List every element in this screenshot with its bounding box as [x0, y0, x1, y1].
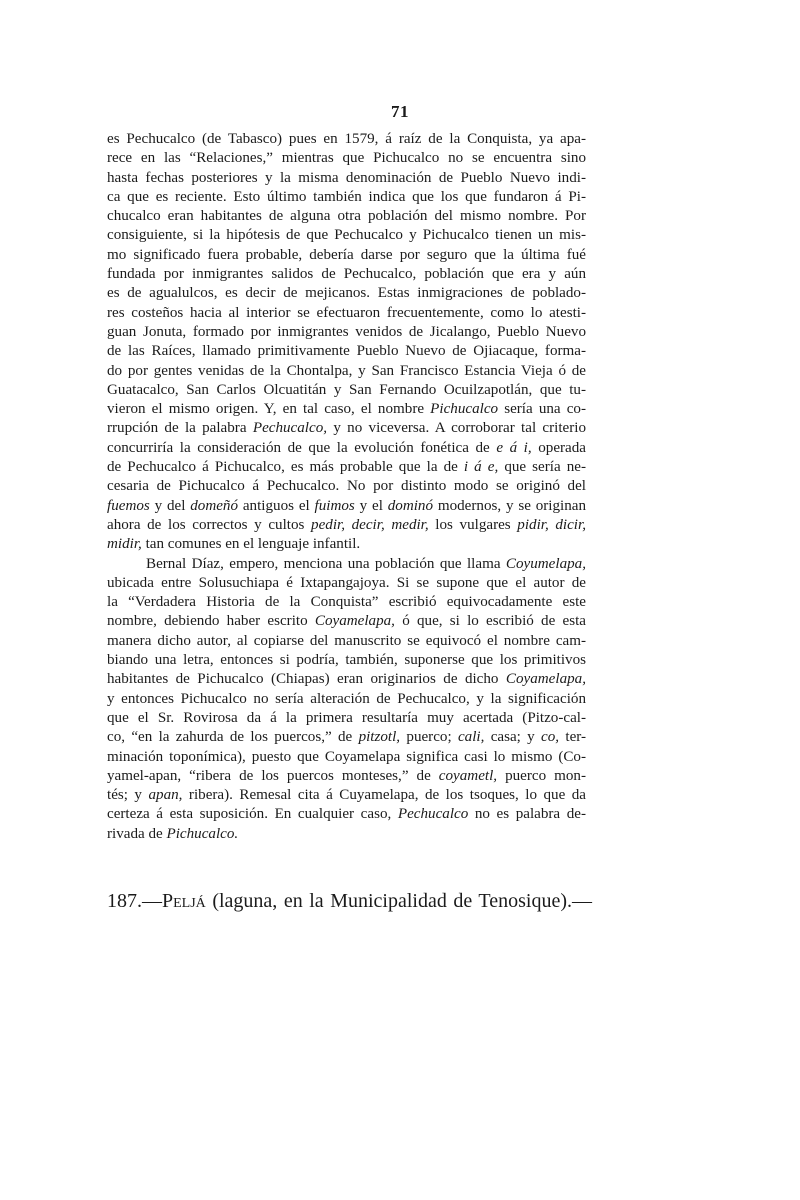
- italic-term: dominó: [387, 497, 434, 514]
- italic-term: Pichucalco: [430, 401, 499, 418]
- text-line: es Pechucalco (de Tabasco) pues en 1579, á raíz de la Conquista, ya apa-: [107, 131, 586, 147]
- text-line: [107, 400, 586, 419]
- italic-term: midir,: [107, 536, 142, 553]
- text-line: rece en las “Relaciones,” mientras que Pichucalco no se encuentra sino: [107, 150, 586, 167]
- text-line: manera dicho autor, al copiarse del manuscrito se equivocó el nombre cam-: [107, 632, 586, 649]
- text-run: ribera). Remesal cita á Cuyamelapa, de los tsoques, lo que da: [188, 787, 587, 804]
- text-run: ó que, si lo escribió de esta: [402, 613, 586, 630]
- italic-term: Pechucalco: [397, 806, 469, 823]
- text-line: de las Raíces, llamado primitivamente Pueblo Nuevo de Ojiacaque, forma-: [107, 343, 586, 360]
- text-run: habitantes de Pichucalco (Chiapas) eran originarios de dicho: [107, 671, 499, 688]
- text-line: biando una letra, entonces si podría, también, suponerse que los primitivos: [107, 652, 586, 669]
- text-line: [107, 670, 586, 689]
- text-run: concurriría la consideración de que la evolución fonética de: [107, 439, 490, 456]
- italic-term: fuimos: [314, 497, 355, 514]
- text-line: minación toponímica), puesto que Coyamelapa significa casi lo mismo (Co-: [107, 748, 586, 765]
- text-line: [107, 535, 586, 554]
- text-run: sería una co-: [504, 401, 586, 418]
- text-line: [107, 458, 586, 477]
- text-run: puerco mon-: [505, 767, 587, 784]
- text-line: chucalco eran habitantes de alguna otra población del mismo nombre. Por: [107, 208, 586, 225]
- text-line: [107, 767, 586, 786]
- text-line: res costeños hacia al interior se efectuaron frecuentemente, como lo atesti-: [107, 304, 586, 321]
- text-line: cesaria de Pichucalco á Pechucalco. No por distinto modo se originó del: [107, 478, 586, 495]
- text-run: y del: [154, 497, 186, 514]
- text-line: que el Sr. Rovirosa da á la primera resultaría muy acertada (Pitzo-cal-: [107, 709, 586, 726]
- body-text: [107, 130, 586, 844]
- text-run: ter-: [565, 729, 587, 746]
- text-run: tés; y: [107, 787, 142, 804]
- text-line: es de agualulcos, es decir de mejicanos. Estas inmigraciones de poblado-: [107, 285, 586, 302]
- text-line: [107, 805, 586, 824]
- text-run: y el: [359, 497, 383, 514]
- text-line: mo significado fuera probable, debería darse por seguro que la última fué: [107, 246, 586, 263]
- text-line: [107, 728, 586, 747]
- text-line: ca que es reciente. Esto último también indica que los que fundaron á Pi-: [107, 188, 586, 205]
- text-line: consiguiente, si la hipótesis de que Pechucalco y Pichucalco tienen un mis-: [107, 227, 586, 244]
- text-line: [107, 825, 586, 844]
- text-run: certeza á esta suposición. En cualquier caso,: [107, 806, 392, 823]
- text-run: los vulgares: [435, 516, 511, 533]
- italic-term: fuemos: [107, 497, 150, 514]
- text-run: de Pechucalco á Pichucalco, es más probable que la de: [107, 459, 458, 476]
- text-run: ahora de los correctos y cultos: [107, 516, 305, 533]
- text-line: guan Jonuta, formado por inmigrantes venidos de Jicalango, Pueblo Nuevo: [107, 323, 586, 340]
- text-run: y no viceversa. A corroborar tal criterio: [333, 420, 587, 437]
- text-line: hasta fechas posteriores y la misma denominación de Pueblo Nuevo indi-: [107, 169, 586, 186]
- text-line: fundada por inmigrantes salidos de Pechucalco, población que era y aún: [107, 266, 586, 283]
- page-number: 71: [391, 102, 409, 121]
- italic-term: Coyumelapa,: [505, 555, 586, 572]
- text-run: casa; y: [490, 729, 535, 746]
- text-run: Bernal Díaz, empero, menciona una población que llama: [146, 555, 501, 572]
- italic-term: Coyamelapa,: [314, 613, 395, 630]
- italic-term: Pichucalco.: [166, 825, 239, 842]
- text-line: do por gentes venidas de la Chontalpa, y San Francisco Estancia Vieja ó de: [107, 362, 586, 379]
- text-run: no es palabra de-: [474, 806, 586, 823]
- text-run: tan comunes en el lenguaje infantil.: [145, 536, 361, 553]
- text-run: rivada de: [107, 825, 163, 842]
- text-run: yamel-apan, “ribera de los puercos monteses,” de: [107, 767, 431, 784]
- text-line: Guatacalco, San Carlos Olcuatitán y San Fernando Ocuilzapotlán, que tu-: [107, 381, 586, 398]
- text-run: antiguos el: [242, 497, 310, 514]
- text-line: [107, 419, 586, 438]
- italic-term: apan,: [148, 787, 183, 804]
- italic-term: co,: [541, 729, 560, 746]
- text-run: modernos, y se originan: [437, 497, 587, 514]
- text-line: ubicada entre Solusuchiapa é Ixtapangajoya. Si se supone que el autor de: [107, 574, 586, 591]
- italic-term: i á e,: [463, 459, 499, 476]
- italic-term: cali,: [457, 729, 485, 746]
- text-run: co, “en la zahurda de los puercos,” de: [107, 729, 353, 746]
- text-line: [107, 439, 586, 458]
- italic-term: Coyamelapa,: [505, 671, 586, 688]
- text-line: [107, 555, 586, 574]
- entry-heading: [107, 888, 592, 914]
- italic-term: Pechucalco,: [252, 420, 328, 437]
- italic-term: pedir, decir, medir,: [311, 516, 429, 533]
- italic-term: domeñó: [190, 497, 239, 514]
- text-line: la “Verdadera Historia de la Conquista” escribió equivocadamente este: [107, 594, 586, 611]
- text-run: nombre, debiendo haber escrito: [107, 613, 308, 630]
- entry-name: Peljá: [162, 890, 206, 912]
- entry-description: (laguna, en la Municipalidad de Tenosique).—: [212, 890, 592, 912]
- text-run: que sería ne-: [504, 459, 586, 476]
- text-run: rrupción de la palabra: [107, 420, 247, 437]
- text-run: puerco;: [406, 729, 452, 746]
- text-run: operada: [538, 439, 586, 456]
- text-line: [107, 497, 586, 516]
- italic-term: pitzotl,: [358, 729, 401, 746]
- text-line: [107, 516, 586, 535]
- text-run: vieron el mismo origen. Y, en tal caso, el nombre: [107, 401, 425, 418]
- text-line: [107, 786, 586, 805]
- italic-term: e á i,: [496, 439, 532, 456]
- italic-term: pidir, dicir,: [517, 516, 586, 533]
- entry-number: 187.—: [107, 890, 162, 912]
- text-line: y entonces Pichucalco no sería alteración de Pechucalco, y la significación: [107, 690, 586, 707]
- text-line: [107, 612, 586, 631]
- italic-term: coyametl,: [438, 767, 498, 784]
